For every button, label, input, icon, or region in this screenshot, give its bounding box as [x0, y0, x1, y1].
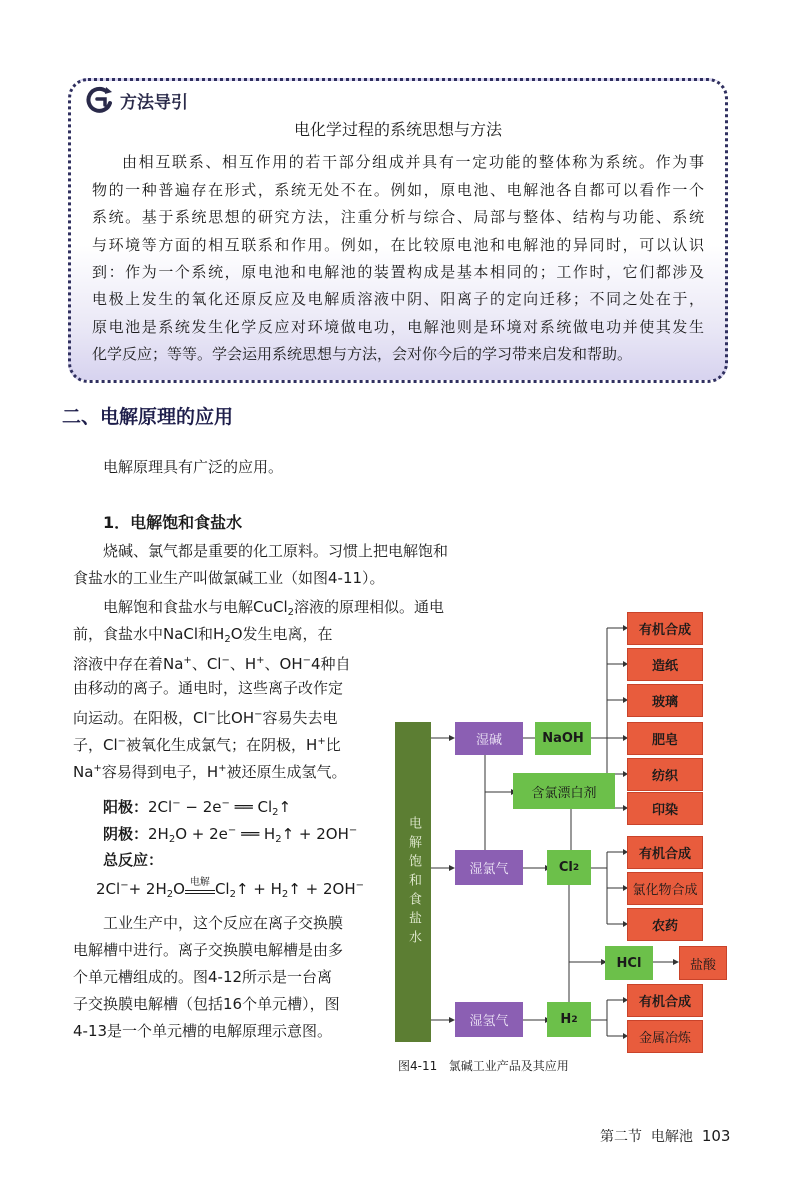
naoh-use-organic-synthesis: 有机合成 [627, 612, 703, 645]
paragraph-line: 食盐水的工业生产叫做氯碱工业（如图4-11）。 [73, 569, 385, 587]
electrolysis-condition: 电解 [185, 883, 215, 894]
h2-box: H 2 [547, 1002, 591, 1037]
naoh-use-glass: 玻璃 [627, 684, 703, 717]
cl2-use-organic-synthesis: 有机合成 [627, 836, 703, 869]
paragraph-line: 向运动。在阳极，Cl−比OH−容易失去电 [73, 709, 338, 727]
naoh-box: NaOH [535, 722, 591, 755]
guide-line: 由相互联系、相互作用的若干部分组成并具有一定功能的整体称为系统。作为事 [122, 153, 704, 171]
section-heading: 二、电解原理的应用 [62, 406, 234, 428]
guide-label: 方法导引 [120, 93, 188, 113]
total-equation: $2Cl^-+ 2H_2O$ 电解 $Cl_2↑$ + $H_2↑ + 2OH^-$ [96, 877, 364, 900]
cl2-box: Cl 2 [547, 850, 591, 885]
cathode-equation: 阴极：$2H_2O + 2e^-$ ══ $H_2↑ + 2OH^-$ [103, 825, 358, 845]
wet-hydrogen-box: 湿氢气 [455, 1002, 523, 1037]
naoh-use-paper: 造纸 [627, 648, 703, 681]
paragraph-line: 子，Cl−被氧化生成氯气；在阴极，H+比 [73, 736, 341, 754]
guide-line: 系统。基于系统思想的研究方法，注重分析与综合、局部与整体、结构与功能、系统 [92, 208, 704, 226]
source-brine-box: 电解饱和食盐水 [395, 722, 431, 1042]
page-footer: 第二节 电解池 103 [600, 1127, 731, 1145]
paragraph-line: 工业生产中，这个反应在离子交换膜 [103, 914, 344, 932]
cl2-use-pesticide: 农药 [627, 908, 703, 941]
paragraph-line: 烧碱、氯气都是重要的化工原料。习惯上把电解饱和 [103, 542, 449, 560]
wet-chlorine-box: 湿氯气 [455, 850, 523, 885]
figure-caption: 图4-11 氯碱工业产品及其应用 [398, 1059, 569, 1073]
paragraph-line: Na+容易得到电子，H+被还原生成氢气。 [73, 763, 347, 781]
h2-use-organic-synthesis: 有机合成 [627, 984, 703, 1017]
naoh-use-soap: 肥皂 [627, 722, 703, 755]
hcl-box: HCl [605, 946, 653, 980]
paragraph-line: 由移动的离子。通电时，这些离子改作定 [73, 679, 344, 697]
page-number: 103 [701, 1127, 731, 1145]
wet-alkali-box: 湿碱 [455, 722, 523, 755]
hydrochloric-acid-box: 盐酸 [679, 946, 727, 980]
paragraph-line: 子交换膜电解槽（包括16个单元槽），图 [73, 995, 340, 1013]
guide-line: 化学反应；等等。学会运用系统思想与方法，会对你今后的学习带来启发和帮助。 [92, 345, 633, 363]
cl2-use-chloride-synthesis: 氯化物合成 [627, 872, 703, 905]
guide-line: 与环境等方面的相互联系和作用。例如，在比较原电池和电解池的异同时，可以认识 [92, 236, 704, 254]
guide-line: 到：作为一个系统，原电池和电解池的装置构成是基本相同的；工作时，它们都涉及 [92, 263, 704, 281]
chlor-alkali-diagram [395, 610, 735, 1070]
paragraph-line: 电解饱和食盐水与电解CuCl$_2$溶液的原理相似。通电 [103, 598, 445, 618]
guide-arrow-icon [84, 85, 116, 113]
paragraph-line: 前，食盐水中NaCl和$H_2O$发生电离，在 [73, 625, 333, 645]
paragraph-line: 个单元槽组成的。图4-12所示是一台离 [73, 968, 333, 986]
paragraph-line: 溶液中存在着Na+、Cl−、H+、OH−4种自 [73, 655, 351, 673]
total-reaction-label: 总反应： [103, 851, 164, 869]
bleach-box: 含氯漂白剂 [513, 773, 615, 809]
guide-line: 电极上发生的氧化还原反应及电解质溶液中阴、阳离子的定向迁移；不同之处在于， [92, 290, 704, 308]
paragraph-line: 电解槽中进行。离子交换膜电解槽是由多 [73, 941, 344, 959]
guide-title: 电化学过程的系统思想与方法 [293, 120, 502, 139]
anode-equation: 阳极：2Cl− − 2e− ══ $Cl_2↑$ [103, 798, 292, 818]
sub-heading: 1．电解饱和食盐水 [103, 513, 243, 532]
guide-line: 原电池是系统发生化学反应对环境做电功，电解池则是环境对系统做电功并使其发生 [92, 318, 704, 336]
naoh-use-textile: 纺织 [627, 758, 703, 791]
h2-use-metallurgy: 金属冶炼 [627, 1020, 703, 1053]
naoh-use-dyeing: 印染 [627, 792, 703, 825]
guide-line: 物的一种普遍存在形式，系统无处不在。例如，原电池、电解池各自都可以看作一个 [92, 181, 704, 199]
intro-text: 电解原理具有广泛的应用。 [103, 458, 284, 476]
paragraph-line: 4-13是一个单元槽的电解原理示意图。 [73, 1022, 333, 1040]
